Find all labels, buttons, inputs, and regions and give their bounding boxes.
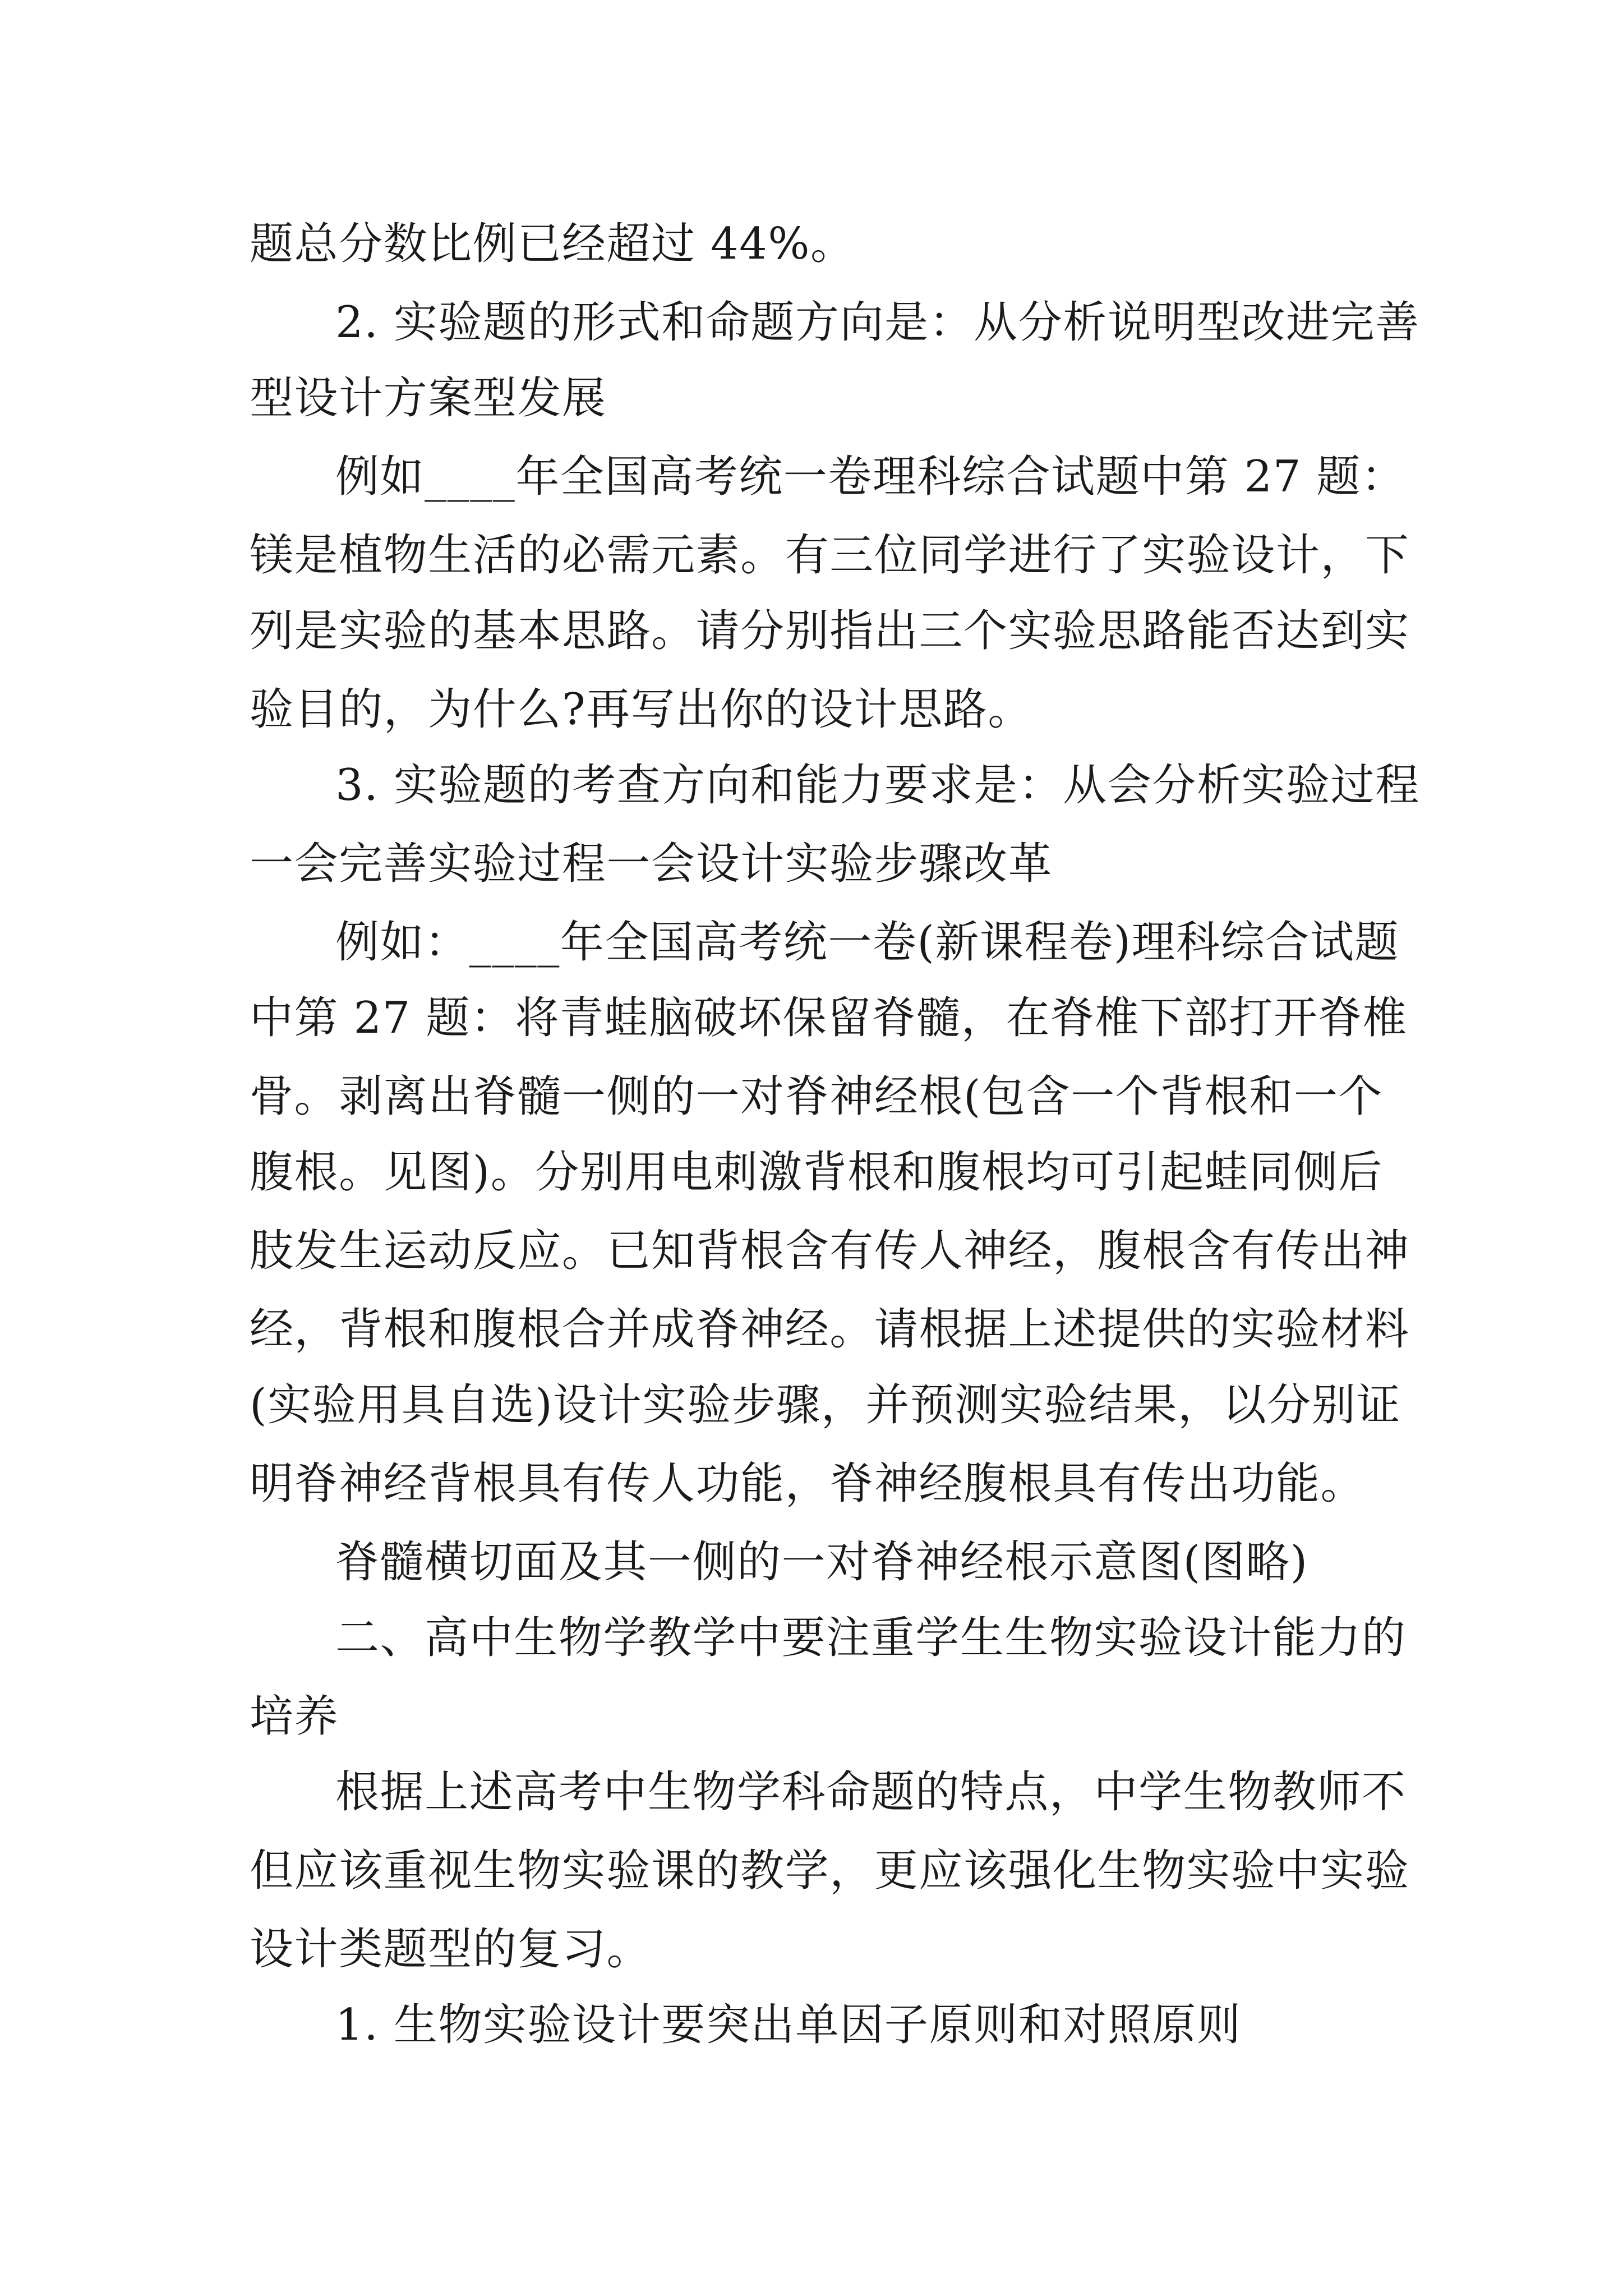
text-line: 例如：____年全国高考统一卷(新课程卷)理科综合试题 (335, 917, 1399, 968)
text-line: 根据上述高考中生物学科命题的特点，中学生物教师不 (335, 1767, 1407, 1818)
text-line: 3. 实验题的考查方向和能力要求是：从会分析实验过程 (335, 760, 1420, 811)
text-line: 列是实验的基本思路。请分别指出三个实验思路能否达到实 (250, 606, 1410, 656)
text-line: 脊髓横切面及其一侧的一对脊神经根示意图(图略) (335, 1537, 1308, 1588)
text-line: 经，背根和腹根合并成脊神经。请根据上述提供的实验材料 (250, 1304, 1410, 1355)
section-heading-continued: 培养 (250, 1691, 339, 1742)
text-line: 肢发生运动反应。已知背根含有传人神经，腹根含有传出神 (250, 1226, 1410, 1276)
text-line: 一会完善实验过程一会设计实验步骤改革 (250, 839, 1053, 889)
text-line: 题总分数比例已经超过 44%。 (250, 219, 855, 269)
text-line: 中第 27 题：将青蛙脑破坏保留脊髓，在脊椎下部打开脊椎 (250, 993, 1408, 1043)
text-line: 设计类题型的复习。 (250, 1924, 652, 1975)
text-line: 腹根。见图)。分别用电刺激背根和腹根均可引起蛙同侧后 (250, 1147, 1383, 1198)
text-line: 骨。剥离出脊髓一侧的一对脊神经根(包含一个背根和一个 (250, 1071, 1383, 1122)
text-line: 但应该重视生物实验课的教学，更应该强化生物实验中实验 (250, 1846, 1410, 1896)
text-line: 验目的，为什么?再写出你的设计思路。 (250, 684, 1032, 735)
text-line: 镁是植物生活的必需元素。有三位同学进行了实验设计，下 (250, 530, 1410, 581)
subsection-heading: 1. 生物实验设计要突出单因子原则和对照原则 (335, 2000, 1242, 2050)
text-line: 例如____年全国高考统一卷理科综合试题中第 27 题： (335, 452, 1406, 502)
text-line: (实验用具自选)设计实验步骤，并预测实验结果，以分别证 (250, 1380, 1401, 1430)
text-line: 型设计方案型发展 (250, 373, 607, 424)
section-heading: 二、高中生物学教学中要注重学生生物实验设计能力的 (335, 1613, 1407, 1663)
text-line: 明脊神经背根具有传人功能，脊神经腹根具有传出功能。 (250, 1458, 1366, 1509)
text-line: 2. 实验题的形式和命题方向是：从分析说明型改进完善 (335, 297, 1420, 348)
